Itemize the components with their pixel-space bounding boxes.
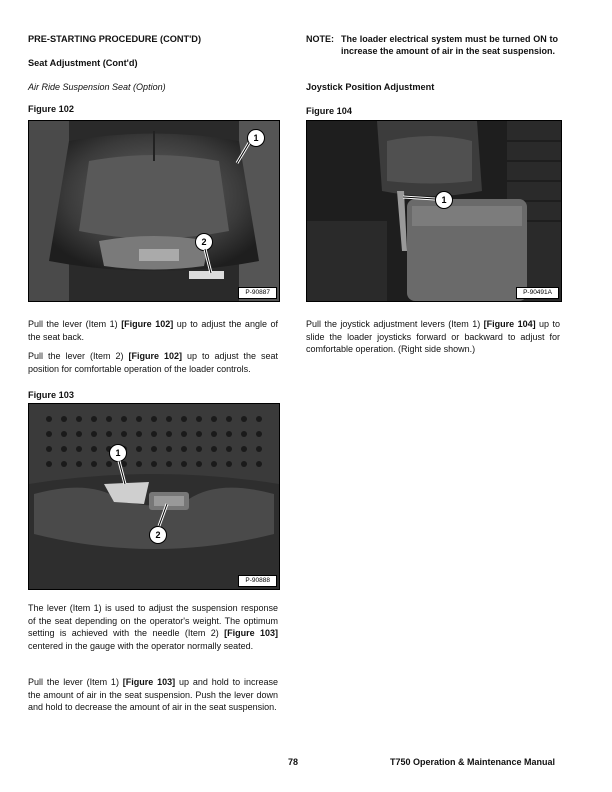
- figure-103-label: Figure 103: [28, 390, 74, 400]
- figure-103-callout-1: 1: [109, 444, 127, 462]
- figure-102-label: Figure 102: [28, 104, 74, 114]
- section-title: PRE-STARTING PROCEDURE (CONT'D): [28, 34, 202, 44]
- figure-103-callout-2: 2: [149, 526, 167, 544]
- joystick-title: Joystick Position Adjustment: [306, 82, 435, 92]
- figure-102-callout-1: 1: [247, 129, 265, 147]
- figure-104-callout-1: 1: [435, 191, 453, 209]
- page-number: 78: [288, 757, 299, 767]
- figure-104-label: Figure 104: [306, 106, 352, 116]
- figure-104-leader-line: [307, 121, 561, 301]
- figure-103-leader-lines: [29, 404, 279, 589]
- figure-104-code: P-90491A: [516, 287, 559, 299]
- note-label: NOTE:: [306, 34, 334, 44]
- paragraph-lever-1: Pull the lever (Item 1) [Figure 102] up to adjust the angle of the seat back.: [28, 319, 278, 342]
- note-text: The loader electrical system must be turned ON to increase the amount of air in the seat suspension.: [341, 34, 558, 56]
- figure-103-code: P-90888: [238, 575, 277, 587]
- option-title: Air Ride Suspension Seat (Option): [28, 82, 166, 92]
- figure-102-leader-lines: [29, 121, 279, 301]
- manual-title: T750 Operation & Maintenance Manual: [390, 757, 556, 767]
- paragraph-joystick: Pull the joystick adjustment levers (Item 1) [Figure 104] up to slide the loader joysticks forward or backward to adjust for comfortable operation. (Right side shown.): [306, 319, 560, 355]
- paragraph-suspension-response: The lever (Item 1) is used to adjust the suspension response of the seat depending on the operator's weight. The optimum setting is achieved with the needle (Item 2) [Figure 103] centered in the gauge with the operator normally seated.: [28, 603, 278, 651]
- subsection-title: Seat Adjustment (Cont'd): [28, 58, 138, 68]
- note-block: [306, 34, 560, 70]
- figure-102-photo: [28, 120, 280, 302]
- figure-102-code: P-90887: [238, 287, 277, 299]
- figure-104-photo: [306, 120, 562, 302]
- figure-103-photo: [28, 403, 280, 590]
- figure-102-callout-2: 2: [195, 233, 213, 251]
- paragraph-air-amount: Pull the lever (Item 1) [Figure 103] up and hold to increase the amount of air in the seat suspension. Push the lever down and hold to decrease the amount of air in the seat suspension.: [28, 677, 279, 713]
- paragraph-lever-2: Pull the lever (Item 2) [Figure 102] up to adjust the seat position for comfortable operation of the loader controls.: [28, 351, 279, 374]
